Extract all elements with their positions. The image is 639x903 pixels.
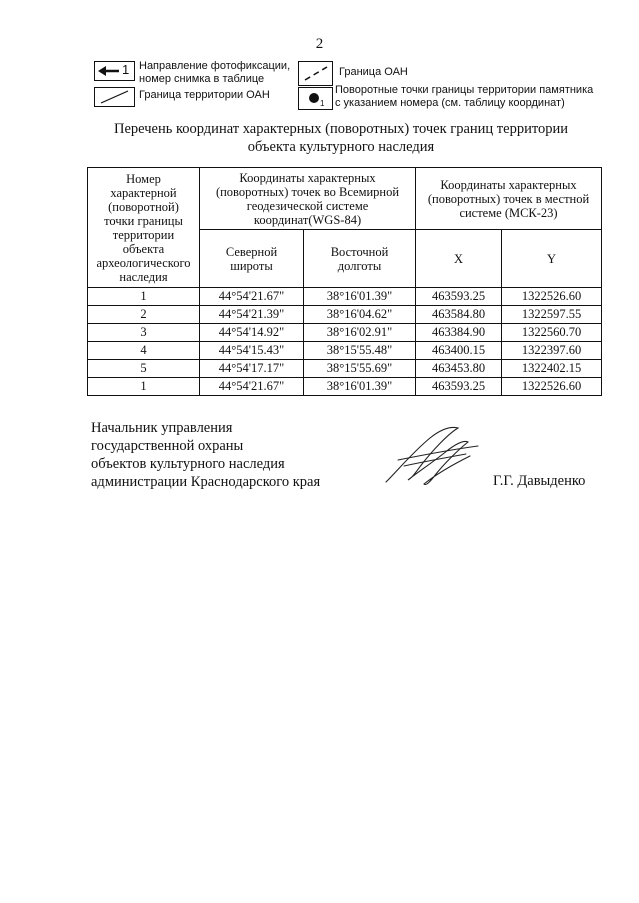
point-number-cell: 1: [88, 378, 200, 396]
longitude-cell: 38°16'02.91": [304, 324, 416, 342]
latitude-cell: 44°54'21.39": [200, 306, 304, 324]
header-wgs84-coordinates: Координаты характерных (поворотных) точек во Всемирной геодезической системе координат(WGS-84): [200, 168, 416, 230]
legend-oan-boundary-symbol: [298, 61, 333, 86]
legend-turning-points-label: Поворотные точки границы территории памятника с указанием номера (см. таблицу координат): [335, 84, 594, 109]
header-y: Y: [502, 230, 602, 288]
solid-line-icon: [95, 88, 134, 106]
longitude-cell: 38°16'01.39": [304, 288, 416, 306]
point-number-cell: 5: [88, 360, 200, 378]
longitude-cell: 38°16'04.62": [304, 306, 416, 324]
signatory-name: Г.Г. Давыденко: [493, 473, 586, 489]
legend-turning-point-symbol: [298, 87, 333, 110]
latitude-cell: 44°54'21.67": [200, 288, 304, 306]
x-cell: 463593.25: [416, 378, 502, 396]
signatory-position: Начальник управления государственной охраны объектов культурного наследия администрации Краснодарского края: [91, 420, 321, 490]
latitude-cell: 44°54'17.17": [200, 360, 304, 378]
longitude-cell: 38°15'55.69": [304, 360, 416, 378]
y-cell: 1322526.60: [502, 288, 602, 306]
y-cell: 1322526.60: [502, 378, 602, 396]
y-cell: 1322560.70: [502, 324, 602, 342]
header-local-coordinates: Координаты характерных (поворотных) точек в местной системе (МСК-23): [416, 168, 602, 230]
point-number-cell: 2: [88, 306, 200, 324]
longitude-cell: 38°15'55.48": [304, 342, 416, 360]
legend-photo-direction-symbol: [94, 61, 135, 81]
latitude-cell: 44°54'21.67": [200, 378, 304, 396]
table-row: [88, 324, 602, 342]
longitude-cell: 38°16'01.39": [304, 378, 416, 396]
coordinates-table: [87, 167, 602, 396]
x-cell: 463400.15: [416, 342, 502, 360]
document-title: Перечень координат характерных (поворотных) точек границ территории объекта культурного наследия: [113, 121, 569, 155]
x-cell: 463584.80: [416, 306, 502, 324]
header-east-longitude: Восточной долготы: [304, 230, 416, 288]
header-point-number: Номер характерной (поворотной) точки границы территории объекта археологического наследия: [88, 168, 200, 288]
legend-photo-direction-label: Направление фотофиксации, номер снимка в таблице: [139, 60, 291, 85]
x-cell: 463453.80: [416, 360, 502, 378]
handwritten-signature: [378, 420, 488, 490]
y-cell: 1322397.60: [502, 342, 602, 360]
table-row: [88, 288, 602, 306]
latitude-cell: 44°54'14.92": [200, 324, 304, 342]
legend-photo-direction-number: 1: [122, 62, 130, 77]
table-row: [88, 378, 602, 396]
table-row: [88, 360, 602, 378]
point-number-cell: 3: [88, 324, 200, 342]
header-x: X: [416, 230, 502, 288]
latitude-cell: 44°54'15.43": [200, 342, 304, 360]
y-cell: 1322402.15: [502, 360, 602, 378]
table-row: [88, 306, 602, 324]
legend-oan-boundary-label: Граница ОАН: [339, 66, 408, 78]
filled-dot-icon: [299, 88, 332, 109]
dashed-line-icon: [299, 62, 332, 85]
y-cell: 1322597.55: [502, 306, 602, 324]
legend-turning-point-number: 1: [320, 99, 325, 108]
header-north-latitude: Северной широты: [200, 230, 304, 288]
point-number-cell: 4: [88, 342, 200, 360]
x-cell: 463384.90: [416, 324, 502, 342]
point-number-cell: 1: [88, 288, 200, 306]
x-cell: 463593.25: [416, 288, 502, 306]
legend-oan-territory-label: Граница территории ОАН: [139, 89, 270, 101]
page-number: 2: [315, 36, 324, 52]
table-row: [88, 342, 602, 360]
legend-oan-territory-symbol: [94, 87, 135, 107]
